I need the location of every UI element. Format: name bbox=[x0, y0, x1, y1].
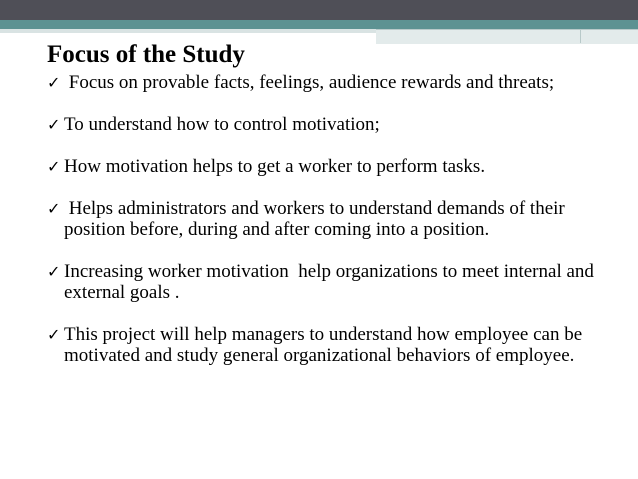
header-tab-decoration bbox=[376, 29, 638, 44]
bullet-item bbox=[47, 261, 607, 303]
checkmark-icon: ✓ bbox=[47, 73, 61, 92]
checkmark-icon: ✓ bbox=[47, 157, 61, 176]
bullet-text: Increasing worker motivation help organizations to meet internal and external goals . bbox=[64, 261, 599, 303]
header-band-teal bbox=[0, 20, 638, 29]
bullet-item bbox=[47, 114, 607, 135]
bullet-item bbox=[47, 198, 607, 240]
checkmark-icon: ✓ bbox=[47, 199, 61, 218]
bullet-text: How motivation helps to get a worker to perform tasks. bbox=[64, 156, 486, 177]
slide-title: Focus of the Study bbox=[47, 41, 245, 68]
bullet-item bbox=[47, 72, 607, 93]
bullet-item bbox=[47, 324, 607, 366]
bullet-text: To understand how to control motivation; bbox=[64, 114, 380, 135]
checkmark-icon: ✓ bbox=[47, 115, 61, 134]
bullet-text: This project will help managers to understand how employee can be motivated and study general organizational behaviors of employee. bbox=[64, 324, 583, 366]
checkmark-icon: ✓ bbox=[47, 262, 61, 281]
header-band-dark bbox=[0, 0, 638, 20]
bullet-item bbox=[47, 156, 607, 177]
header-tab-divider bbox=[580, 29, 581, 43]
bullet-text: Helps administrators and workers to understand demands of their position before, during and after coming into a position. bbox=[64, 198, 570, 240]
bullet-text: Focus on provable facts, feelings, audience rewards and threats; bbox=[64, 72, 555, 93]
bullet-list bbox=[47, 72, 607, 366]
checkmark-icon: ✓ bbox=[47, 325, 61, 344]
